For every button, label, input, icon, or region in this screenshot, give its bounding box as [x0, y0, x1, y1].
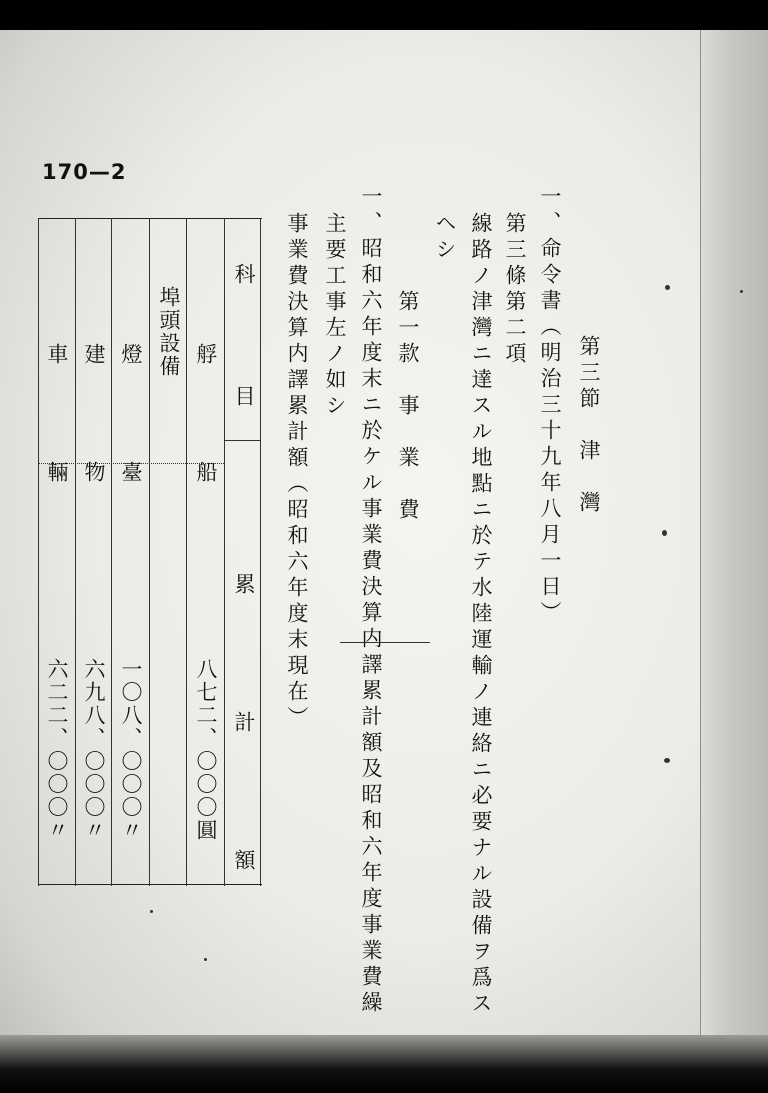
row-amount: 八七二、〇〇〇圓	[194, 658, 218, 842]
scan-speck	[204, 958, 207, 961]
body-line-text: 線路ノ津灣ニ達スル地點ニ於テ水陸運輸ノ連絡ニ必要ナル設備ヲ爲ス	[469, 212, 493, 1018]
table-caption: 事業費決算内譯累計額（昭和六年度末現在）	[285, 212, 309, 732]
scan-speck	[662, 530, 667, 536]
table-top-rule	[38, 218, 262, 219]
page-number: 170—2	[42, 160, 127, 184]
body-line-main-works: 主要工事左ノ如シ	[323, 212, 347, 420]
row-amount: 一〇八、〇〇〇〃	[119, 658, 143, 842]
subsection-heading: 第一款 事 業 費	[396, 290, 420, 524]
row-item: 建 物	[82, 343, 106, 520]
row-item: 埠頭設備	[157, 286, 181, 378]
body-line-order: 一、命令書（明治三十九年八月一日）	[538, 185, 562, 627]
row-amount: 六二二、〇〇〇〃	[45, 658, 69, 842]
table-rule	[75, 218, 76, 886]
row-amount: 六九八、〇〇〇〃	[82, 658, 106, 842]
scan-speck	[664, 758, 670, 763]
table-rule	[149, 218, 150, 886]
scan-speck	[740, 290, 743, 293]
table-rule	[111, 218, 112, 886]
separator-dash	[340, 642, 430, 643]
section-title: 第三節 津 灣	[577, 335, 601, 517]
body-line-article: 第三條第二項	[503, 212, 527, 368]
scan-bottom-shadow	[0, 1035, 768, 1093]
table-rule	[38, 218, 39, 886]
scan-speck	[150, 910, 153, 913]
body-line-item-one: 一、昭和六年度末ニ於ケル事業費決算内譯累計額及昭和六年度事業費繰	[359, 185, 383, 1017]
row-item: 燈 臺	[119, 343, 143, 520]
table-rule	[186, 218, 187, 886]
table-rule	[224, 218, 225, 886]
scan-speck	[665, 285, 670, 290]
header-item: 科 目	[232, 263, 256, 446]
row-item: 艀 船	[194, 343, 218, 520]
row-item: 車 輛	[45, 343, 69, 520]
page-edge	[700, 30, 768, 1070]
table-rule	[260, 218, 261, 886]
expense-table	[38, 218, 262, 918]
body-line-continuation: ヘシ	[433, 212, 457, 264]
header-amount: 累 計 額	[232, 573, 256, 918]
